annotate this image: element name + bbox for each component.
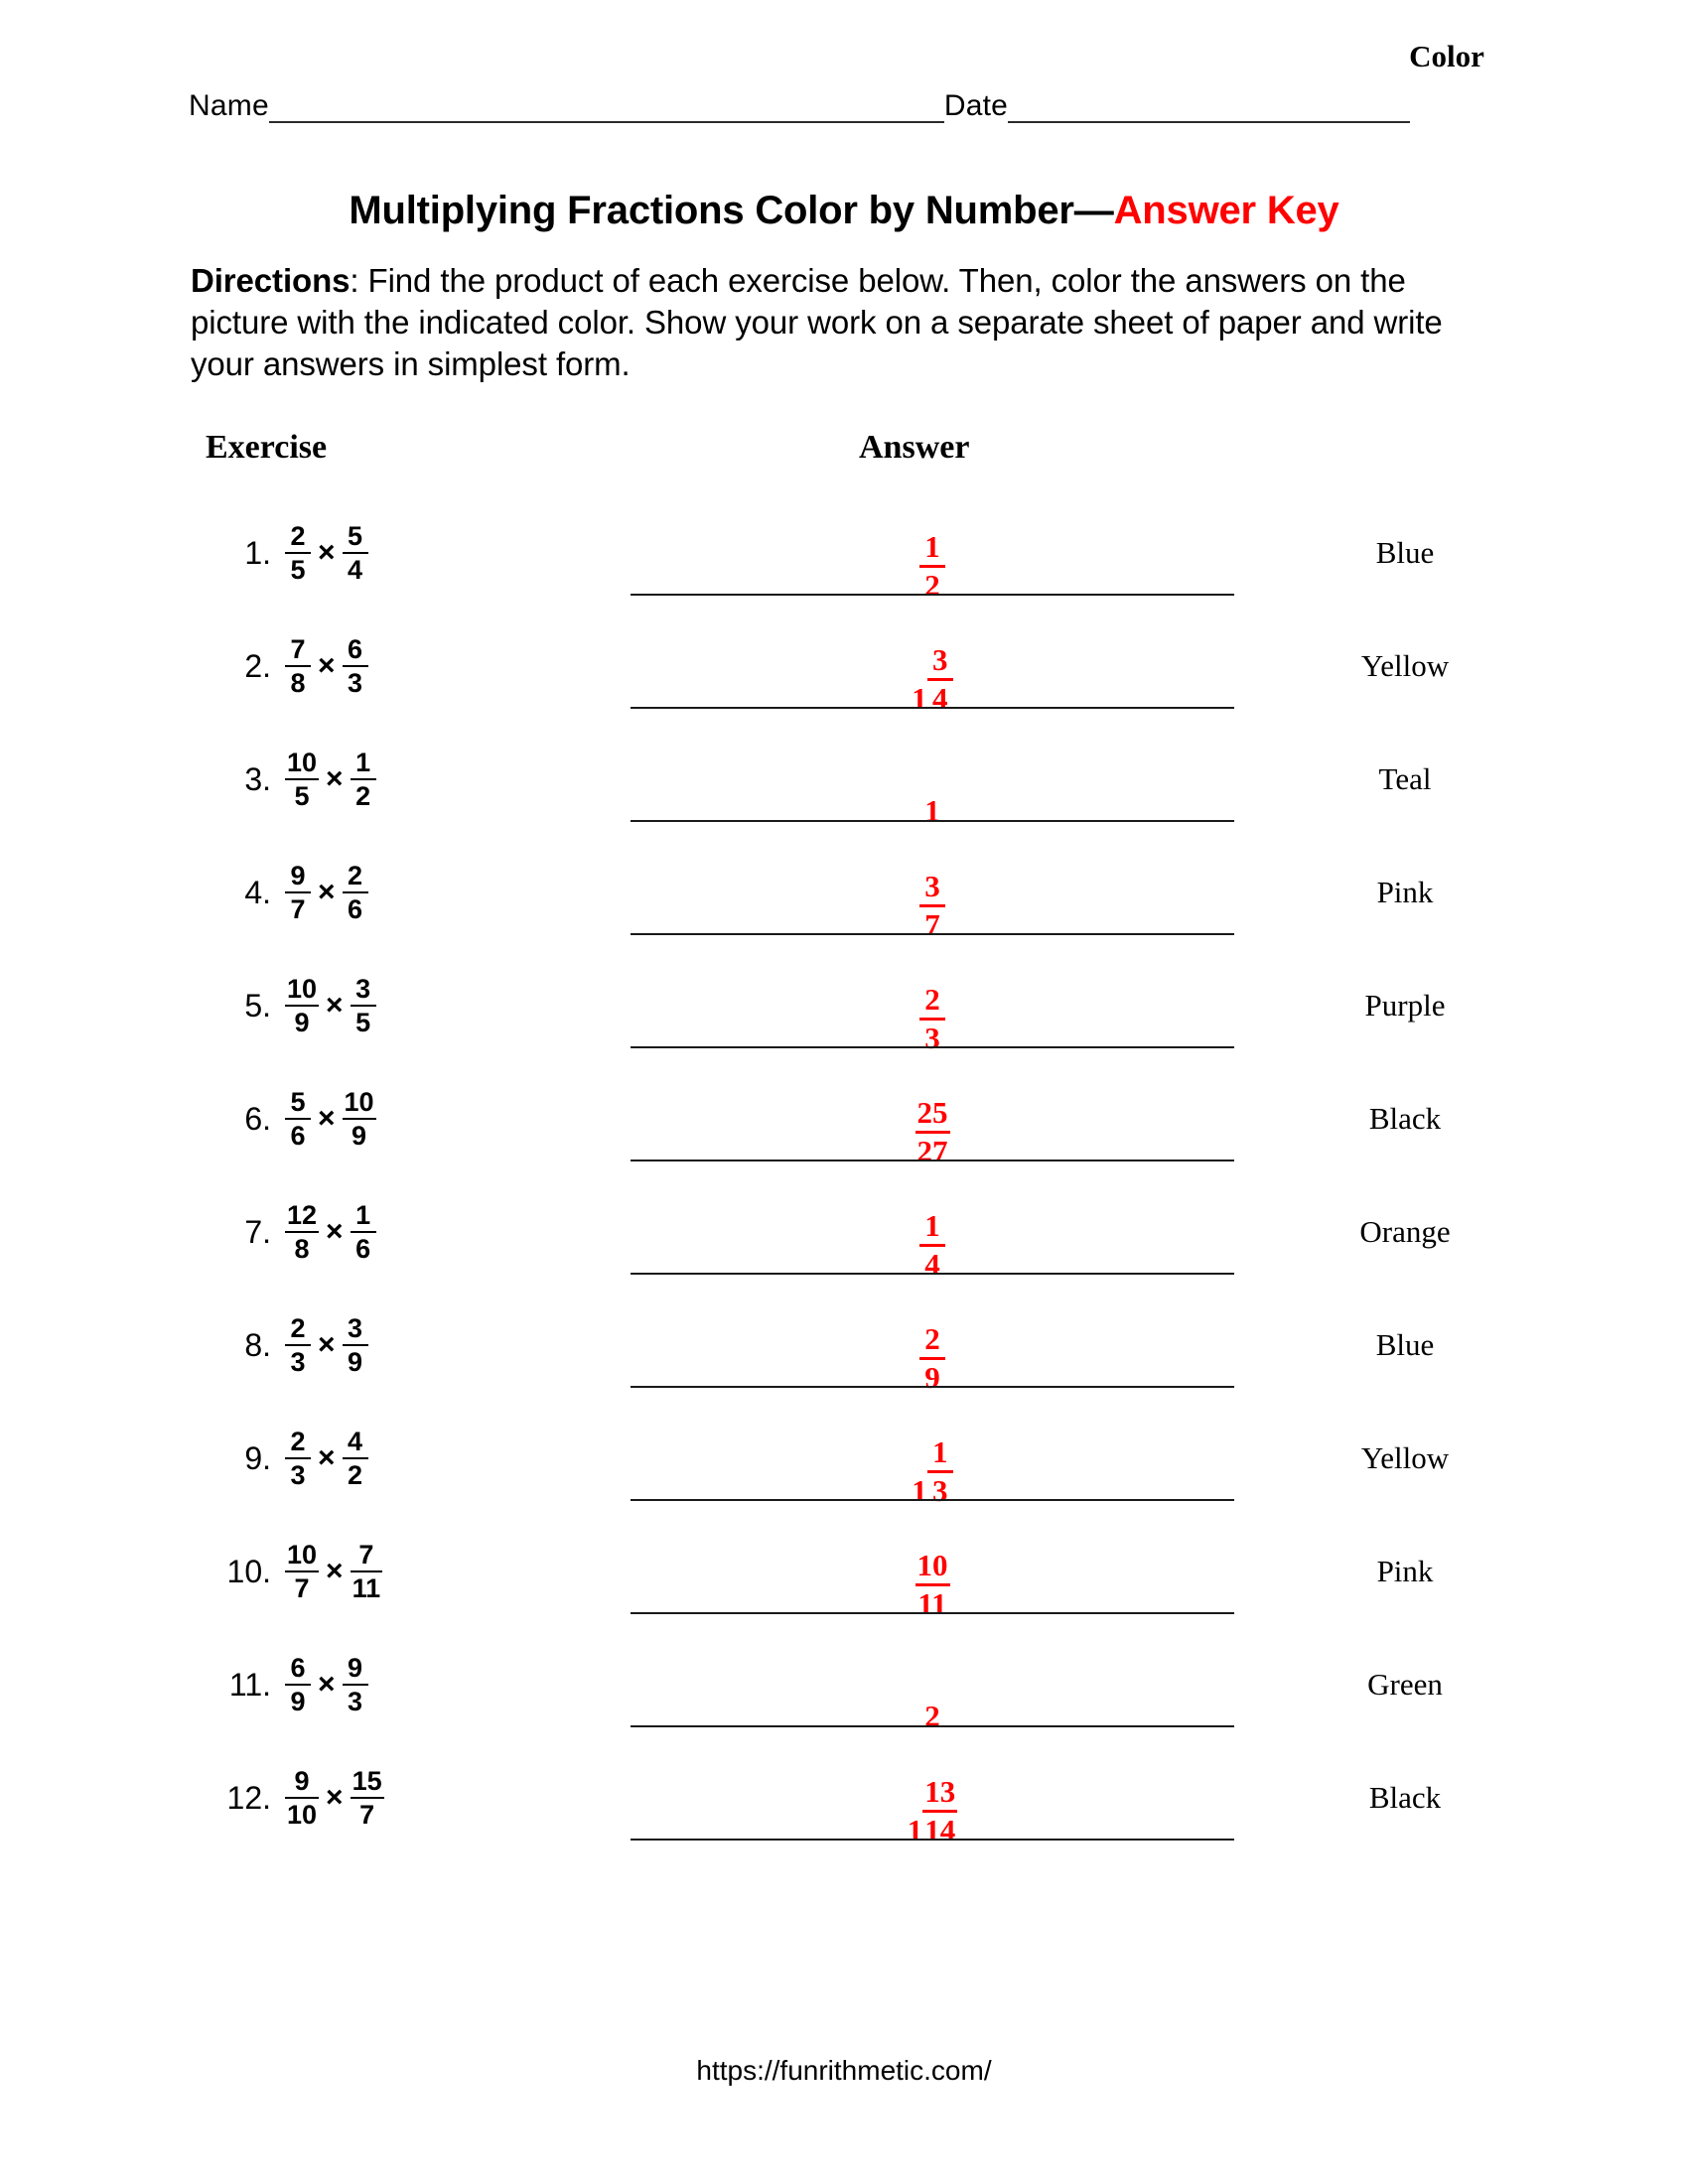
exercise-fraction-left bbox=[285, 1767, 319, 1830]
exercise-fraction-left bbox=[285, 862, 311, 924]
answer-fraction bbox=[927, 644, 953, 715]
exercise-fraction-left bbox=[285, 1541, 319, 1603]
exercise-fraction-left-bar bbox=[285, 1005, 319, 1008]
exercise-number: 4. bbox=[244, 875, 271, 910]
exercise-fraction-right-denominator: 4 bbox=[348, 555, 363, 586]
answer-fraction-numerator: 1 bbox=[924, 529, 940, 565]
exercise-expression bbox=[285, 522, 368, 585]
answer-fraction-denominator: 14 bbox=[924, 1812, 956, 1847]
answer-cell[interactable] bbox=[631, 1289, 1234, 1402]
exercise-fraction-right-bar bbox=[351, 1231, 376, 1234]
answer-fraction-denominator: 3 bbox=[924, 1020, 940, 1055]
multiply-icon: × bbox=[318, 876, 336, 908]
answer-value bbox=[631, 1550, 1234, 1620]
exercise-number: 3. bbox=[244, 761, 271, 797]
exercise-fraction-right-denominator: 6 bbox=[355, 1234, 371, 1265]
exercise-fraction-right-numerator: 7 bbox=[358, 1539, 374, 1570]
answer-cell[interactable] bbox=[631, 1402, 1234, 1515]
answer-whole-part: 1 bbox=[912, 1473, 927, 1508]
exercise-fraction-left-denominator: 3 bbox=[290, 1347, 306, 1378]
exercise-fraction-left bbox=[285, 1428, 311, 1490]
exercise-fraction-left bbox=[285, 1201, 319, 1264]
color-label: Pink bbox=[1376, 875, 1434, 909]
answer-value bbox=[631, 871, 1234, 941]
answer-write-line[interactable] bbox=[631, 1273, 1234, 1275]
exercise-cell bbox=[204, 836, 621, 949]
exercise-cell bbox=[204, 1175, 621, 1289]
answer-value bbox=[631, 1323, 1234, 1394]
answer-fraction-numerator: 1 bbox=[924, 1208, 940, 1244]
exercise-fraction-right-numerator: 3 bbox=[355, 973, 371, 1004]
multiply-icon: × bbox=[318, 1668, 336, 1701]
exercise-number: 9. bbox=[244, 1440, 271, 1476]
exercise-fraction-right-bar bbox=[351, 1005, 376, 1008]
answer-fraction bbox=[919, 531, 945, 602]
exercise-row bbox=[0, 836, 1688, 949]
answer-value bbox=[631, 1210, 1234, 1281]
exercise-cell bbox=[204, 949, 621, 1062]
answer-value bbox=[631, 644, 1234, 715]
exercise-fraction-left-bar bbox=[285, 778, 319, 781]
answer-value bbox=[631, 1436, 1234, 1507]
exercise-number: 6. bbox=[244, 1101, 271, 1137]
exercise-number: 1. bbox=[244, 535, 271, 571]
exercise-expression bbox=[285, 749, 376, 811]
exercise-fraction-right-bar bbox=[351, 778, 376, 781]
exercise-fraction-right bbox=[351, 1201, 376, 1264]
multiply-icon: × bbox=[318, 1328, 336, 1361]
exercise-fraction-right-bar bbox=[343, 552, 368, 555]
color-label: Blue bbox=[1375, 535, 1435, 570]
exercise-fraction-right-denominator: 7 bbox=[359, 1800, 375, 1831]
answer-write-line[interactable] bbox=[631, 1725, 1234, 1727]
exercise-expression bbox=[285, 1314, 368, 1377]
exercise-fraction-right-bar bbox=[343, 1684, 368, 1687]
exercise-fraction-left-bar bbox=[285, 552, 311, 555]
multiply-icon: × bbox=[318, 649, 336, 682]
color-label: Black bbox=[1368, 1101, 1442, 1136]
exercise-fraction-left bbox=[285, 1314, 311, 1377]
exercise-row bbox=[0, 1515, 1688, 1628]
exercise-fraction-left-denominator: 5 bbox=[294, 781, 310, 812]
exercise-fraction-right-numerator: 1 bbox=[355, 1199, 371, 1230]
answer-fraction bbox=[919, 1323, 945, 1394]
answer-fraction-denominator: 9 bbox=[924, 1359, 940, 1395]
multiply-icon: × bbox=[318, 1102, 336, 1135]
answer-fraction bbox=[915, 1550, 950, 1620]
exercise-fraction-left-numerator: 10 bbox=[287, 973, 318, 1004]
answer-fraction bbox=[922, 1776, 957, 1846]
answer-write-line[interactable] bbox=[631, 594, 1234, 596]
answer-fraction-denominator: 4 bbox=[924, 1246, 940, 1282]
exercise-cell bbox=[204, 1628, 621, 1741]
directions-separator: : bbox=[350, 262, 368, 299]
exercise-fraction-left-bar bbox=[285, 1570, 319, 1573]
answer-cell[interactable] bbox=[631, 610, 1234, 723]
exercise-fraction-right bbox=[351, 975, 376, 1037]
answer-cell[interactable] bbox=[631, 496, 1234, 610]
date-label: Date bbox=[943, 89, 1008, 122]
exercise-fraction-left bbox=[285, 522, 311, 585]
directions-text: Find the product of each exercise below. Then, color the answers on the picture with the indicated color. Show your work on a separate sheet of paper and write your answers in simplest form. bbox=[191, 262, 1443, 383]
answer-fraction-numerator: 13 bbox=[924, 1774, 956, 1810]
answer-fraction-denominator: 2 bbox=[924, 567, 940, 603]
exercise-fraction-left bbox=[285, 749, 319, 811]
multiply-icon: × bbox=[326, 989, 344, 1022]
answer-cell[interactable] bbox=[631, 836, 1234, 949]
answer-value: 1 bbox=[924, 793, 940, 828]
answer-write-line[interactable] bbox=[631, 707, 1234, 709]
exercise-fraction-left-numerator: 7 bbox=[290, 633, 306, 664]
exercise-cell bbox=[204, 610, 621, 723]
exercise-fraction-right-numerator: 4 bbox=[348, 1426, 363, 1456]
exercise-fraction-left-bar bbox=[285, 665, 311, 668]
exercise-fraction-left-denominator: 10 bbox=[287, 1800, 318, 1831]
column-header-color: Color bbox=[1409, 39, 1484, 73]
exercise-fraction-right-numerator: 9 bbox=[348, 1652, 363, 1683]
color-label: Purple bbox=[1364, 988, 1446, 1023]
exercise-fraction-right-numerator: 6 bbox=[348, 633, 363, 664]
exercise-cell bbox=[204, 496, 621, 610]
exercise-fraction-right-bar bbox=[343, 665, 368, 668]
page-title-main: Multiplying Fractions Color by Number— bbox=[349, 189, 1114, 232]
answer-fraction-numerator: 3 bbox=[924, 869, 940, 904]
answer-fraction bbox=[919, 984, 945, 1054]
exercise-expression bbox=[285, 1428, 368, 1490]
exercise-fraction-right bbox=[343, 1088, 376, 1151]
exercise-fraction-right-denominator: 11 bbox=[352, 1573, 381, 1604]
exercise-cell bbox=[204, 723, 621, 836]
exercise-fraction-right bbox=[351, 749, 376, 811]
exercise-fraction-right-bar bbox=[343, 1118, 376, 1121]
color-label: Black bbox=[1368, 1780, 1442, 1815]
exercise-number: 10. bbox=[226, 1554, 271, 1589]
exercise-fraction-left bbox=[285, 635, 311, 698]
answer-fraction-denominator: 27 bbox=[916, 1133, 948, 1168]
answer-value: 2 bbox=[924, 1699, 940, 1733]
exercise-fraction-left-bar bbox=[285, 1344, 311, 1347]
exercise-fraction-right bbox=[343, 1654, 368, 1716]
exercise-expression bbox=[285, 1541, 382, 1603]
answer-cell[interactable] bbox=[631, 723, 1234, 836]
exercise-fraction-left-denominator: 5 bbox=[290, 555, 306, 586]
exercise-fraction-right-denominator: 6 bbox=[348, 894, 363, 925]
exercise-fraction-left-numerator: 9 bbox=[294, 1765, 310, 1796]
exercise-fraction-left-bar bbox=[285, 1231, 319, 1234]
exercise-fraction-left-denominator: 8 bbox=[294, 1234, 310, 1265]
exercise-fraction-left-denominator: 3 bbox=[290, 1460, 306, 1491]
exercise-fraction-right bbox=[351, 1767, 384, 1830]
answer-cell[interactable] bbox=[631, 1515, 1234, 1628]
exercise-fraction-right-numerator: 5 bbox=[348, 520, 363, 551]
exercise-list bbox=[0, 496, 1688, 1854]
exercise-cell bbox=[204, 1515, 621, 1628]
color-label: Pink bbox=[1376, 1554, 1434, 1588]
answer-value bbox=[631, 1776, 1234, 1846]
exercise-fraction-right-denominator: 2 bbox=[355, 781, 371, 812]
answer-fraction-numerator: 2 bbox=[924, 1321, 940, 1357]
exercise-expression bbox=[285, 1654, 368, 1716]
exercise-cell bbox=[204, 1402, 621, 1515]
exercise-fraction-right-denominator: 5 bbox=[355, 1008, 371, 1038]
exercise-fraction-right bbox=[343, 522, 368, 585]
answer-write-line[interactable] bbox=[631, 820, 1234, 822]
answer-value bbox=[631, 984, 1234, 1054]
exercise-fraction-right-denominator: 3 bbox=[348, 668, 363, 699]
directions-label: Directions bbox=[191, 262, 351, 299]
exercise-fraction-left-bar bbox=[285, 1118, 311, 1121]
answer-whole-part: 1 bbox=[912, 681, 927, 716]
exercise-row bbox=[0, 723, 1688, 836]
exercise-row bbox=[0, 1175, 1688, 1289]
exercise-fraction-left bbox=[285, 1654, 311, 1716]
exercise-expression bbox=[285, 862, 368, 924]
exercise-row bbox=[0, 1289, 1688, 1402]
color-label: Orange bbox=[1359, 1214, 1451, 1249]
multiply-icon: × bbox=[318, 536, 336, 569]
exercise-cell bbox=[204, 1062, 621, 1175]
exercise-fraction-right-numerator: 1 bbox=[355, 747, 371, 777]
answer-cell[interactable] bbox=[631, 949, 1234, 1062]
exercise-number: 11. bbox=[228, 1667, 271, 1703]
name-date-header bbox=[189, 91, 1465, 123]
exercise-row bbox=[0, 496, 1688, 610]
exercise-fraction-right-bar bbox=[343, 1457, 368, 1460]
exercise-fraction-left-numerator: 12 bbox=[287, 1199, 318, 1230]
exercise-cell bbox=[204, 1289, 621, 1402]
exercise-fraction-left-denominator: 7 bbox=[290, 894, 306, 925]
exercise-fraction-left-numerator: 2 bbox=[290, 1426, 306, 1456]
answer-fraction-numerator: 3 bbox=[932, 642, 948, 678]
exercise-expression bbox=[285, 975, 376, 1037]
exercise-fraction-left-denominator: 6 bbox=[290, 1121, 306, 1152]
exercise-fraction-right bbox=[343, 1428, 368, 1490]
name-label: Name bbox=[189, 89, 269, 122]
answer-write-line[interactable] bbox=[631, 1499, 1234, 1501]
page-title bbox=[0, 189, 1688, 233]
exercise-fraction-right-numerator: 10 bbox=[344, 1086, 374, 1117]
exercise-expression bbox=[285, 1201, 376, 1264]
column-header-answer: Answer bbox=[859, 429, 970, 466]
exercise-fraction-right-bar bbox=[351, 1570, 383, 1573]
exercise-fraction-left-numerator: 2 bbox=[290, 520, 306, 551]
exercise-expression bbox=[285, 1767, 384, 1830]
exercise-fraction-right bbox=[343, 635, 368, 698]
exercise-fraction-right-denominator: 9 bbox=[348, 1347, 363, 1378]
answer-value bbox=[631, 1097, 1234, 1167]
answer-whole-part: 1 bbox=[907, 1813, 923, 1847]
answer-write-line[interactable] bbox=[631, 1160, 1234, 1161]
answer-fraction-denominator: 11 bbox=[917, 1585, 947, 1621]
answer-fraction-denominator: 4 bbox=[932, 680, 948, 716]
footer-url[interactable]: https://funrithmetic.com/ bbox=[696, 2055, 992, 2086]
exercise-row bbox=[0, 1062, 1688, 1175]
exercise-fraction-right-denominator: 3 bbox=[348, 1687, 363, 1717]
exercise-fraction-right-denominator: 2 bbox=[348, 1460, 363, 1491]
multiply-icon: × bbox=[326, 1215, 344, 1248]
exercise-fraction-left-numerator: 6 bbox=[290, 1652, 306, 1683]
exercise-number: 5. bbox=[244, 988, 271, 1024]
exercise-fraction-left bbox=[285, 975, 319, 1037]
exercise-fraction-left-denominator: 9 bbox=[290, 1687, 306, 1717]
answer-write-line[interactable] bbox=[631, 933, 1234, 935]
exercise-fraction-right-bar bbox=[351, 1797, 384, 1800]
exercise-fraction-right bbox=[351, 1541, 383, 1603]
exercise-fraction-right-numerator: 3 bbox=[348, 1312, 363, 1343]
answer-write-line[interactable] bbox=[631, 1386, 1234, 1388]
exercise-expression bbox=[285, 1088, 376, 1151]
color-label: Teal bbox=[1378, 761, 1432, 796]
exercise-expression bbox=[285, 635, 368, 698]
name-write-line[interactable] bbox=[269, 95, 944, 123]
exercise-fraction-left-bar bbox=[285, 1797, 319, 1800]
exercise-fraction-left-numerator: 10 bbox=[287, 747, 318, 777]
exercise-fraction-left-denominator: 8 bbox=[290, 668, 306, 699]
answer-fraction-denominator: 3 bbox=[932, 1472, 948, 1508]
multiply-icon: × bbox=[326, 762, 344, 795]
exercise-number: 2. bbox=[244, 648, 271, 684]
color-label: Yellow bbox=[1360, 1440, 1450, 1475]
answer-fraction-denominator: 7 bbox=[924, 906, 940, 942]
color-label: Yellow bbox=[1360, 648, 1450, 683]
answer-cell[interactable] bbox=[631, 1175, 1234, 1289]
exercise-fraction-left-bar bbox=[285, 1684, 311, 1687]
answer-write-line[interactable] bbox=[631, 1046, 1234, 1048]
answer-cell[interactable] bbox=[631, 1741, 1234, 1854]
exercise-fraction-left-numerator: 9 bbox=[290, 860, 306, 890]
exercise-fraction-right bbox=[343, 862, 368, 924]
exercise-fraction-left-numerator: 10 bbox=[287, 1539, 318, 1570]
answer-write-line[interactable] bbox=[631, 1612, 1234, 1614]
color-label: Green bbox=[1367, 1667, 1443, 1702]
exercise-number: 8. bbox=[244, 1327, 271, 1363]
multiply-icon: × bbox=[318, 1441, 336, 1474]
exercise-number: 7. bbox=[244, 1214, 271, 1250]
exercise-fraction-left-denominator: 9 bbox=[294, 1008, 310, 1038]
exercise-row bbox=[0, 949, 1688, 1062]
exercise-fraction-left-bar bbox=[285, 1457, 311, 1460]
exercise-fraction-right-numerator: 2 bbox=[348, 860, 363, 890]
answer-fraction bbox=[915, 1097, 950, 1167]
answer-cell[interactable] bbox=[631, 1062, 1234, 1175]
answer-fraction-numerator: 25 bbox=[916, 1095, 948, 1131]
answer-fraction-numerator: 10 bbox=[916, 1548, 948, 1583]
answer-fraction bbox=[919, 1210, 945, 1281]
exercise-fraction-right-bar bbox=[343, 891, 368, 894]
answer-write-line[interactable] bbox=[631, 1839, 1234, 1841]
exercise-fraction-right-numerator: 15 bbox=[352, 1765, 382, 1796]
directions-paragraph bbox=[191, 260, 1491, 386]
exercise-row bbox=[0, 610, 1688, 723]
exercise-fraction-left-denominator: 7 bbox=[294, 1573, 310, 1604]
page-title-answer-key: Answer Key bbox=[1113, 189, 1339, 232]
exercise-row bbox=[0, 1741, 1688, 1854]
exercise-fraction-left bbox=[285, 1088, 311, 1151]
exercise-fraction-right bbox=[343, 1314, 368, 1377]
exercise-fraction-right-bar bbox=[343, 1344, 368, 1347]
answer-fraction bbox=[919, 871, 945, 941]
multiply-icon: × bbox=[326, 1555, 344, 1587]
answer-fraction-numerator: 1 bbox=[932, 1434, 948, 1470]
exercise-cell bbox=[204, 1741, 621, 1854]
exercise-fraction-left-numerator: 5 bbox=[290, 1086, 306, 1117]
exercise-fraction-left-bar bbox=[285, 891, 311, 894]
exercise-fraction-right-denominator: 9 bbox=[352, 1121, 367, 1152]
column-header-exercise: Exercise bbox=[206, 429, 328, 466]
exercise-number: 12. bbox=[226, 1780, 271, 1816]
exercise-fraction-left-numerator: 2 bbox=[290, 1312, 306, 1343]
exercise-row bbox=[0, 1402, 1688, 1515]
answer-fraction bbox=[927, 1436, 953, 1507]
answer-fraction-numerator: 2 bbox=[924, 982, 940, 1018]
multiply-icon: × bbox=[326, 1781, 344, 1814]
exercise-row bbox=[0, 1628, 1688, 1741]
answer-value bbox=[631, 531, 1234, 602]
color-label: Blue bbox=[1375, 1327, 1435, 1362]
answer-cell[interactable] bbox=[631, 1628, 1234, 1741]
